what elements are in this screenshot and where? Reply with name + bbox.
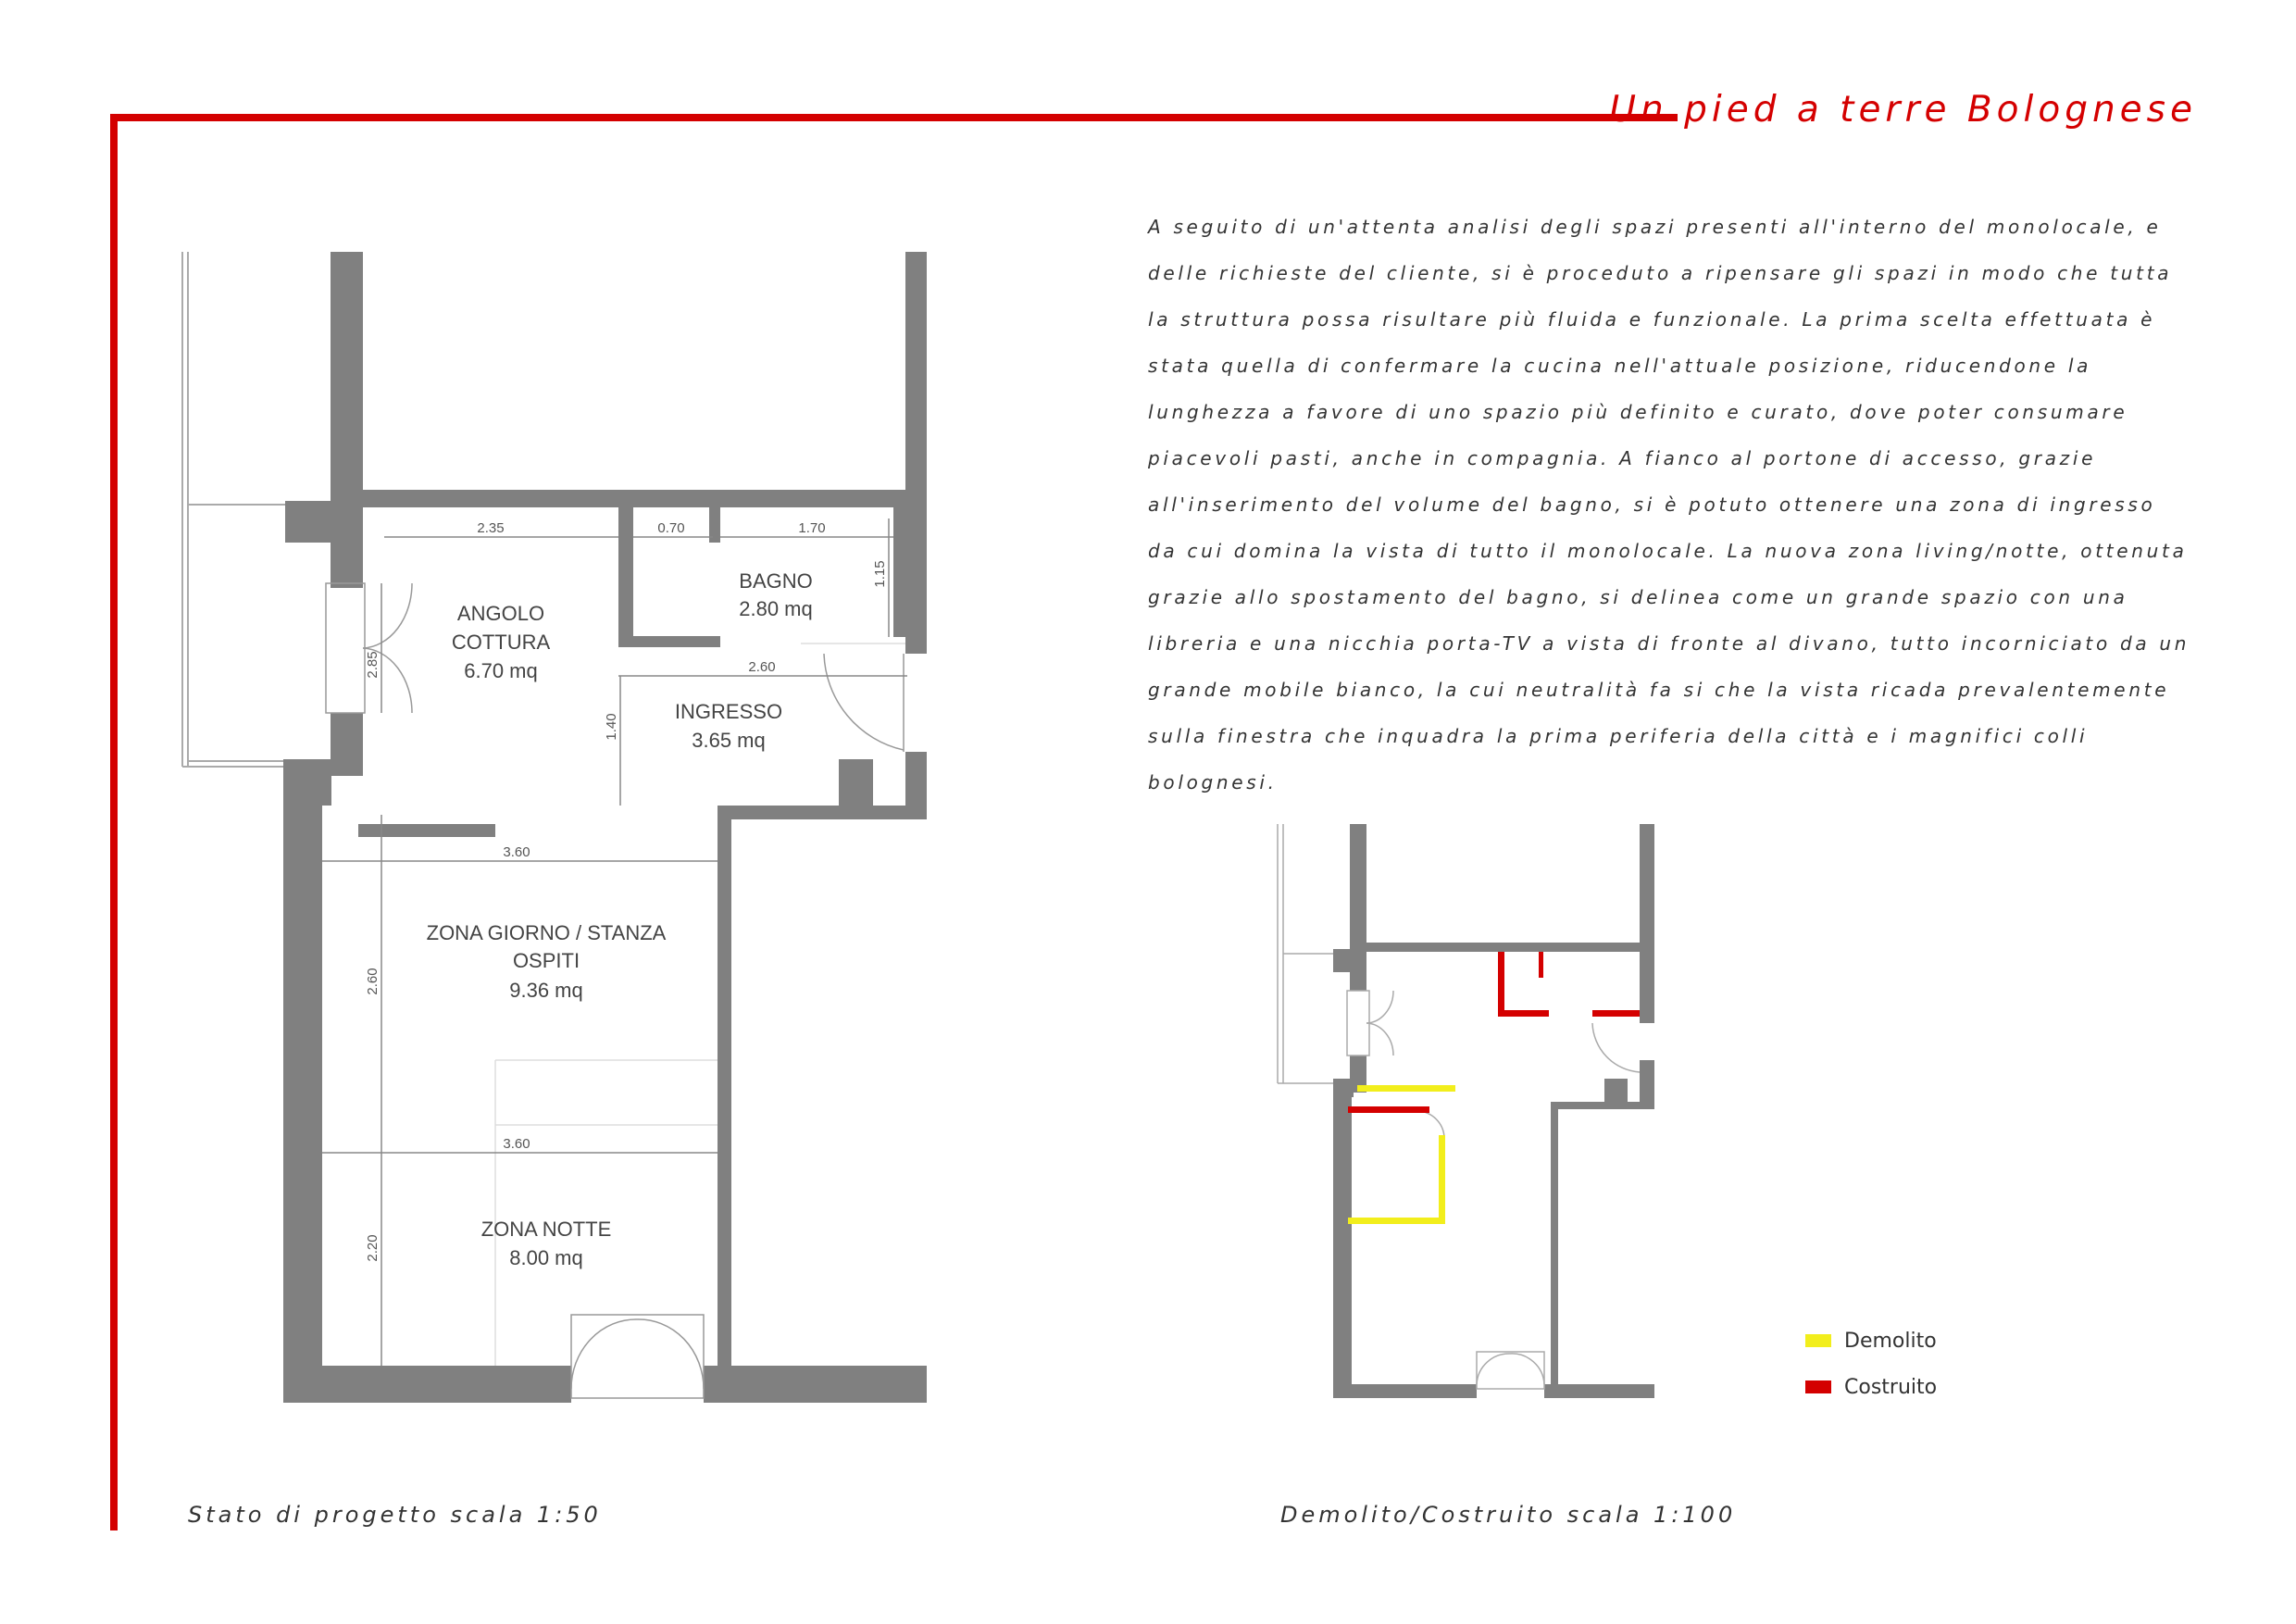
room-area: 8.00 mq — [509, 1246, 583, 1269]
legend-swatch-yellow — [1805, 1334, 1831, 1347]
legend-label: Demolito — [1844, 1329, 1937, 1353]
room-name: ANGOLO — [456, 602, 545, 625]
dim-label: 1.40 — [604, 713, 619, 741]
dim-label: 2.85 — [365, 651, 381, 679]
dim-label: 1.15 — [872, 560, 888, 588]
dim-label: 2.60 — [748, 659, 776, 675]
legend-item-demolito — [1805, 1324, 1937, 1357]
legend — [1805, 1324, 1937, 1417]
legend-swatch-red — [1805, 1380, 1831, 1393]
room-name: ZONA NOTTE — [480, 1218, 612, 1241]
page-title: Un pied a terre Bolognese — [1609, 89, 2197, 131]
room-area: 2.80 mq — [739, 597, 813, 620]
dim-label: 1.70 — [798, 520, 826, 536]
demolished-built-plan — [1264, 815, 1680, 1407]
room-area: 3.65 mq — [692, 729, 766, 752]
room-name: INGRESSO — [674, 700, 783, 723]
room-name: ZONA GIORNO / STANZA — [426, 921, 667, 944]
main-floor-plan — [176, 245, 944, 1412]
caption-main-plan: Stato di progetto scala 1:50 — [188, 1502, 602, 1528]
caption-small-plan: Demolito/Costruito scala 1:100 — [1280, 1502, 1737, 1528]
frame-top-line — [110, 114, 1678, 121]
legend-item-costruito — [1805, 1370, 1937, 1404]
room-name: OSPITI — [512, 949, 580, 972]
project-description: A seguito di un'attenta analisi degli spazi presenti all'interno del monolocale, e delle richieste del cliente, si è proceduto a ripensare gli spazi in modo che tutta la struttura possa risultare più fluida e funzionale. La prima scelta effettuata è stata quella di confermare la cucina nell'attuale posizione, riducendone la lunghezza a favore di uno spazio più definito e curato, dove poter consumare piacevoli pasti, anche in compagnia. A fianco al portone di accesso, grazie all'inserimento del volume del bagno, si è potuto ottenere una zona di ingresso da cui domina la vista di tutto il monolocale. La nuova zona living/notte, ottenuta grazie allo spostamento del bagno, si delinea come un grande spazio con una libreria e una nicchia porta-TV a vista di fronte al divano, tutto incorniciato da un grande mobile bianco, la cui neutralità fa si che la vista ricada prevalentemente sulla finestra che inquadra la prima periferia della città e i magnifici colli bolognesi. — [1148, 216, 2190, 793]
room-name: COTTURA — [451, 631, 551, 654]
balcony-outline — [182, 252, 285, 767]
legend-label: Costruito — [1844, 1375, 1938, 1399]
dim-label: 0.70 — [657, 520, 685, 536]
demolished-walls — [1348, 1085, 1455, 1224]
frame-left-line — [110, 114, 118, 1530]
doors — [326, 583, 904, 1398]
dim-label: 2.60 — [365, 968, 381, 995]
dim-label: 3.60 — [503, 1136, 530, 1152]
room-area: 9.36 mq — [509, 979, 583, 1002]
dim-label: 2.35 — [477, 520, 505, 536]
dim-label: 3.60 — [503, 844, 530, 860]
dim-label: 2.20 — [365, 1234, 381, 1262]
room-area: 6.70 mq — [464, 659, 538, 682]
room-name: BAGNO — [739, 569, 813, 593]
